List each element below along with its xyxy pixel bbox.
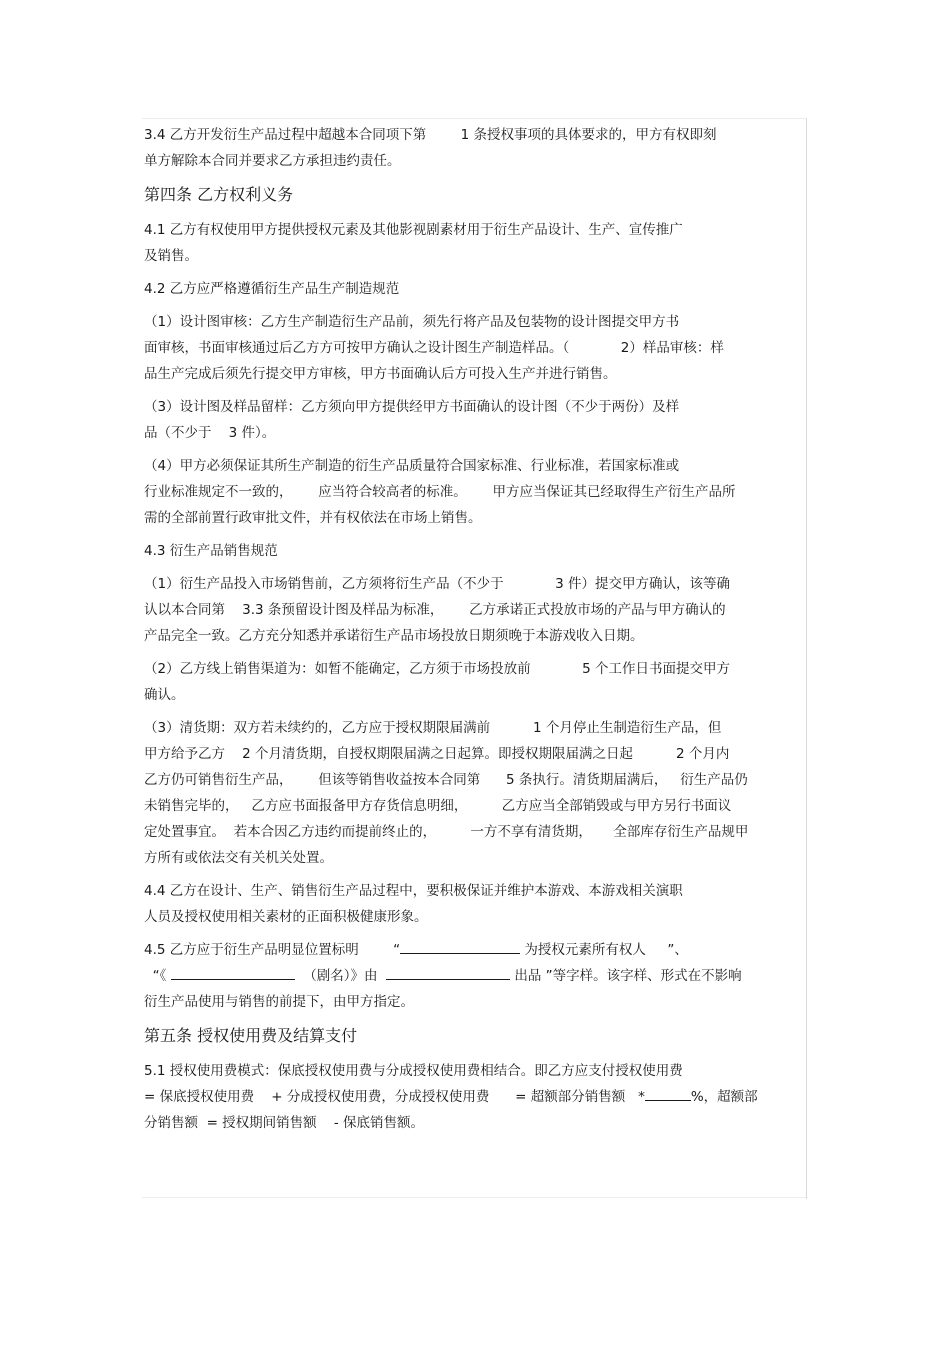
- document-body: [144, 122, 804, 1143]
- text-segment: 为授权元素所有权人 ”、: [520, 942, 688, 958]
- text-line: 4.1 乙方有权使用甲方提供授权元素及其他影视剧素材用于衍生产品设计、生产、宣传推广: [144, 222, 683, 238]
- clause-4-3-2: [144, 656, 804, 708]
- clause-4-2-3: [144, 394, 804, 446]
- text-line: 单方解除本合同并要求乙方承担违约责任。: [144, 153, 401, 169]
- article-5-heading: 第五条 授权使用费及结算支付: [144, 1026, 358, 1045]
- text-line: 4.4 乙方在设计、生产、销售衍生产品过程中，要积极保证并维护本游戏、本游戏相关演职: [144, 883, 683, 899]
- text-line: （1）衍生产品投入市场销售前，乙方须将衍生产品（不少于 3 件）提交甲方确认，该等确: [144, 576, 730, 592]
- text-line: 确认。: [144, 687, 185, 703]
- text-line: 衍生产品使用与销售的前提下，由甲方指定。: [144, 994, 414, 1010]
- text-line: （4）甲方必须保证其所生产制造的衍生产品质量符合国家标准、行业标准，若国家标准或: [144, 458, 680, 474]
- clause-4-2-1: [144, 309, 804, 387]
- text-line: （1）设计图审核：乙方生产制造衍生产品前，须先行将产品及包装物的设计图提交甲方书: [144, 314, 680, 330]
- clause-3-4: [144, 122, 804, 174]
- text-segment: 4.5 乙方应于衍生产品明显位置标明 “: [144, 942, 401, 958]
- text-line: （2）乙方线上销售渠道为：如暂不能确定，乙方须于市场投放前 5 个工作日书面提交甲方: [144, 661, 730, 677]
- blank-drama-name: [171, 964, 295, 980]
- text-line: 方所有或依法交有关机关处置。: [144, 850, 333, 866]
- text-line: 甲方给予乙方 2 个月清货期，自授权期限届满之日起算。即授权期限届满之日起 2 个月内: [144, 746, 730, 762]
- text-line: 行业标准规定不一致的， 应当符合较高者的标准。 甲方应当保证其已经取得生产衍生产品所: [144, 484, 736, 500]
- text-line: [144, 1084, 804, 1110]
- text-line: 品（不少于 3 件）。: [144, 425, 276, 441]
- clause-4-2-title: 4.2 乙方应严格遵循衍生产品生产制造规范: [144, 281, 400, 297]
- clause-4-1: [144, 217, 804, 269]
- text-line: 品生产完成后须先行提交甲方审核，甲方书面确认后方可投入生产并进行销售。: [144, 366, 617, 382]
- text-line: 认以本合同第 3.3 条预留设计图及样品为标准， 乙方承诺正式投放市场的产品与甲方确认的: [144, 602, 726, 618]
- text-line: [144, 963, 804, 989]
- text-segment: 出品 ”等字样。该字样、形式在不影响: [510, 968, 742, 984]
- page-frame-bottom: [142, 1197, 806, 1198]
- text-line: 5.1 授权使用费模式：保底授权使用费与分成授权使用费相结合。即乙方应支付授权使用费: [144, 1063, 683, 1079]
- clause-4-5: [144, 937, 804, 1015]
- clause-4-3-title: 4.3 衍生产品销售规范: [144, 543, 278, 559]
- blank-percentage: [645, 1085, 691, 1101]
- text-segment: “《: [144, 968, 171, 984]
- text-segment: %，超额部: [690, 1089, 758, 1105]
- article-4-heading: 第四条 乙方权利义务: [144, 185, 294, 204]
- text-line: 未销售完毕的， 乙方应书面报备甲方存货信息明细， 乙方应当全部销毁或与甲方另行书面议: [144, 798, 732, 814]
- text-segment: （剧名）》由: [294, 968, 387, 984]
- text-line: 需的全部前置行政审批文件，并有权依法在市场上销售。: [144, 510, 482, 526]
- text-line: 面审核，书面审核通过后乙方方可按甲方确认之设计图生产制造样品。（ 2）样品审核：样: [144, 340, 724, 356]
- clause-4-3-3: [144, 715, 804, 871]
- text-segment: = 保底授权使用费 + 分成授权使用费，分成授权使用费 = 超额部分销售额 *: [144, 1089, 645, 1105]
- text-line: 人员及授权使用相关素材的正面积极健康形象。: [144, 909, 428, 925]
- text-line: 及销售。: [144, 248, 198, 264]
- text-line: 产品完全一致。乙方充分知悉并承诺衍生产品市场投放日期须晚于本游戏收入日期。: [144, 628, 644, 644]
- text-line: 3.4 乙方开发衍生产品过程中超越本合同项下第 1 条授权事项的具体要求的，甲方有权即刻: [144, 127, 717, 143]
- blank-owner: [400, 938, 520, 954]
- text-line: 分销售额 = 授权期间销售额 - 保底销售额。: [144, 1115, 425, 1131]
- clause-4-4: [144, 878, 804, 930]
- clause-4-2-4: [144, 453, 804, 531]
- text-line: （3）清货期：双方若未续约的，乙方应于授权期限届满前 1 个月停止生制造衍生产品，但: [144, 720, 722, 736]
- text-line: [144, 937, 804, 963]
- clause-5-1: [144, 1058, 804, 1136]
- text-line: （3）设计图及样品留样：乙方须向甲方提供经甲方书面确认的设计图（不少于两份）及样: [144, 399, 680, 415]
- text-line: 乙方仍可销售衍生产品， 但该等销售收益按本合同第 5 条执行。清货期届满后， 衍生产品仍: [144, 772, 748, 788]
- text-line: 定处置事宜。 若本合因乙方违约而提前终止的， 一方不享有清货期， 全部库存衍生产品规甲: [144, 824, 749, 840]
- clause-4-3-1: [144, 571, 804, 649]
- blank-producer: [386, 964, 510, 980]
